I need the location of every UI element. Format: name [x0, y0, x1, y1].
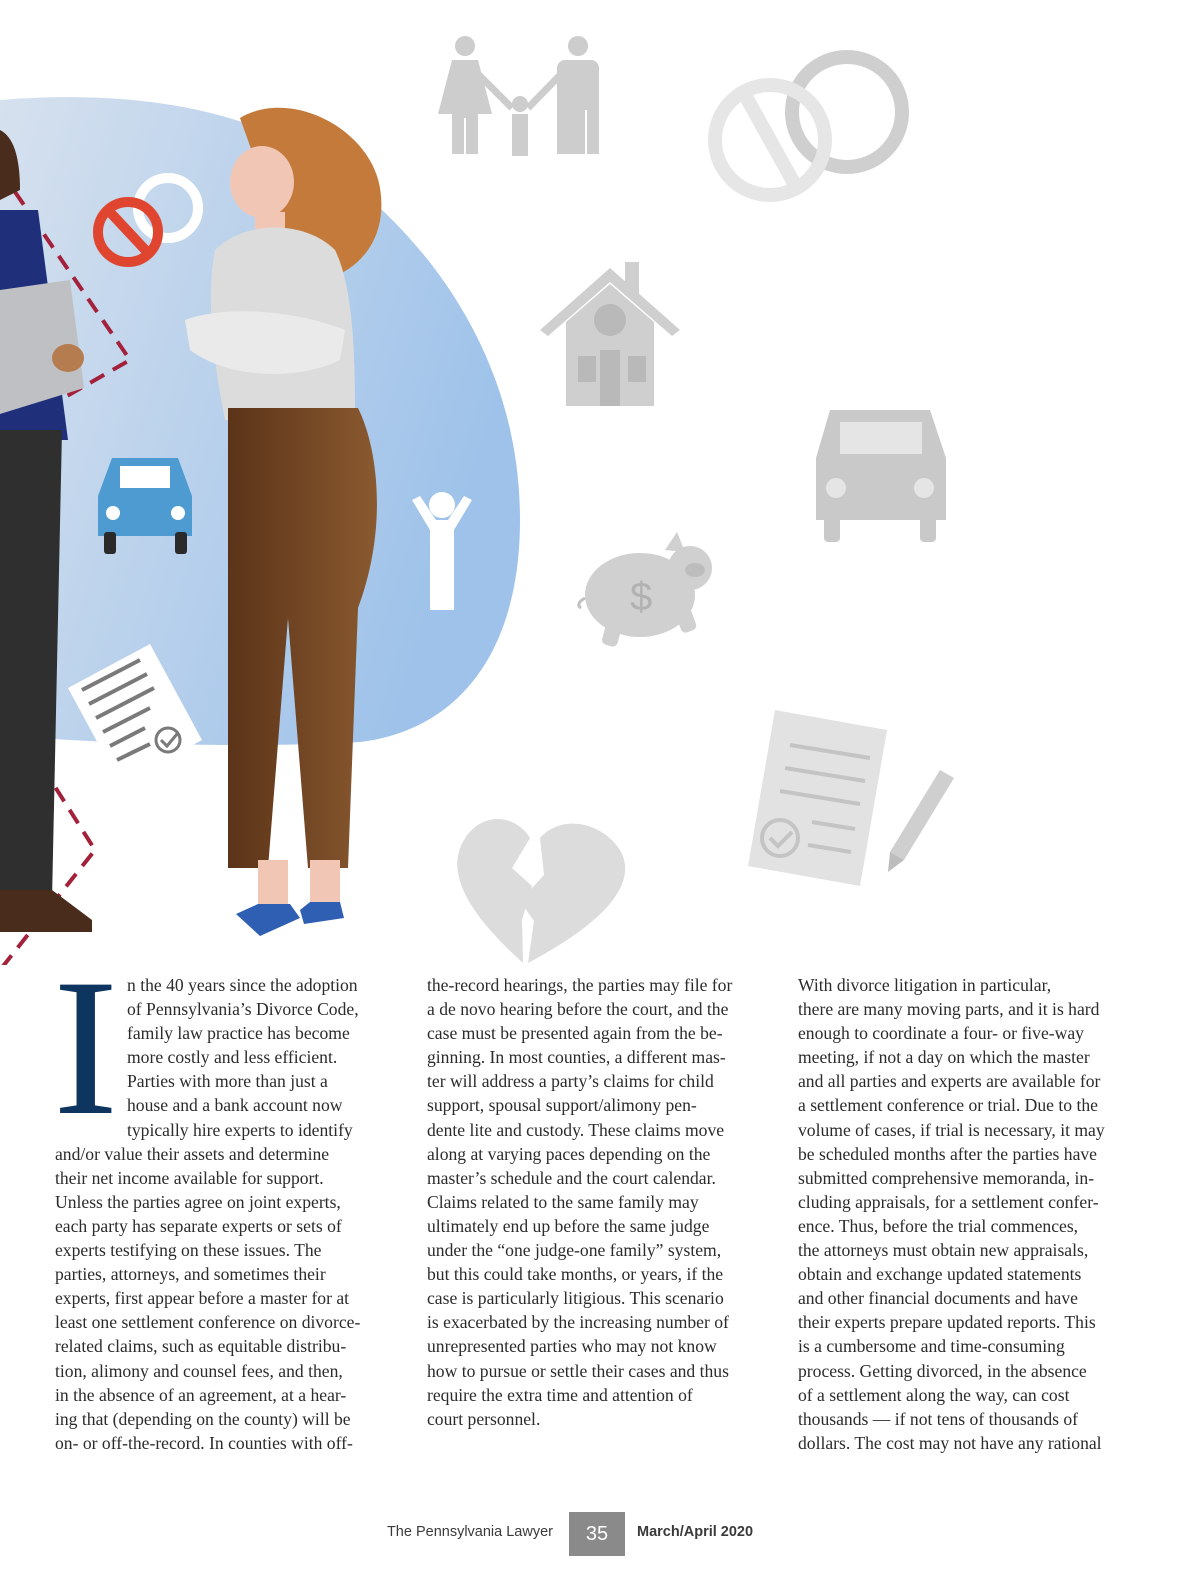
publication-name: The Pennsylvania Lawyer — [386, 1524, 553, 1540]
text-line: least one settlement conference on divorce- — [55, 1312, 361, 1333]
text-line: dollars. The cost may not have any rational — [798, 1432, 1102, 1453]
text-line: meeting, if not a day on which the master — [798, 1047, 1090, 1068]
text-line: unrepresented parties who may not know — [427, 1336, 717, 1357]
family-icon — [438, 36, 599, 156]
text-line: related claims, such as equitable distribu- — [55, 1336, 347, 1357]
text-line: case must be presented again from the be- — [427, 1023, 723, 1044]
text-line: how to pursue or settle their cases and thus — [427, 1360, 729, 1381]
text-line: be scheduled months after the parties have — [798, 1143, 1097, 1164]
text-line: parties, attorneys, and sometimes their — [55, 1264, 326, 1285]
piggy-bank-icon — [579, 532, 712, 648]
text-line: a de novo hearing before the court, and the — [427, 999, 729, 1020]
text-line: case is particularly litigious. This scenario — [427, 1288, 724, 1309]
text-line: of Pennsylvania’s Divorce Code, — [127, 999, 359, 1020]
text-line: enough to coordinate a four- or five-way — [798, 1023, 1084, 1044]
text-line: ultimately end up before the same judge — [427, 1215, 710, 1236]
text-line: more costly and less efficient. — [127, 1047, 338, 1068]
text-line: each party has separate experts or sets of — [55, 1215, 342, 1236]
text-line: in the absence of an agreement, at a hear- — [55, 1384, 347, 1405]
text-line: Unless the parties agree on joint experts, — [55, 1191, 341, 1212]
text-line: obtain and exchange updated statements — [798, 1264, 1082, 1285]
text-line: experts testifying on these issues. The — [55, 1240, 322, 1261]
text-line: but this could take months, or years, if the — [427, 1264, 724, 1285]
text-line: family law practice has become — [127, 1023, 350, 1044]
text-line: along at varying paces depending on the — [427, 1143, 711, 1164]
issue-date: March/April 2020 — [637, 1524, 754, 1540]
article-column-1 — [55, 973, 395, 1455]
drop-cap: I — [53, 939, 119, 1156]
car-icon — [816, 410, 946, 542]
text-line: their net income available for support. — [55, 1167, 324, 1188]
text-line: master’s schedule and the court calendar. — [427, 1167, 716, 1188]
text-line: submitted comprehensive memoranda, in- — [798, 1167, 1095, 1188]
rings-icon — [715, 57, 902, 195]
text-line: ginning. In most counties, a different mas- — [427, 1047, 726, 1068]
broken-heart-icon — [457, 819, 625, 963]
text-line: cluding appraisals, for a settlement confer- — [798, 1191, 1099, 1212]
text-line: Claims related to the same family may — [427, 1191, 699, 1212]
text-line: the-record hearings, the parties may file for — [427, 975, 733, 995]
text-line: ence. Thus, before the trial commences, — [798, 1215, 1079, 1236]
house-icon — [540, 262, 680, 406]
text-line: thousands — if not tens of thousands of — [798, 1408, 1079, 1429]
text-line: there are many moving parts, and it is hard — [798, 999, 1100, 1020]
text-line: court personnel. — [427, 1408, 541, 1429]
text-line: n the 40 years since the adoption — [127, 975, 358, 995]
text-line: support, spousal support/alimony pen- — [427, 1095, 697, 1116]
text-line: and all parties and experts are available for — [798, 1071, 1101, 1092]
text-line: With divorce litigation in particular, — [798, 975, 1052, 995]
article-column-2 — [427, 973, 767, 1431]
text-line: house and a bank account now — [127, 1095, 343, 1116]
text-line: ing that (depending on the county) will be — [55, 1408, 351, 1429]
text-line: experts, first appear before a master for at — [55, 1288, 350, 1309]
page-number: 35 — [569, 1512, 625, 1556]
svg-text:$: $ — [630, 575, 653, 619]
page-footer — [0, 1512, 1200, 1556]
text-line: their experts prepare updated reports. This — [798, 1312, 1096, 1333]
text-line: is a cumbersome and time-consuming — [798, 1336, 1065, 1357]
text-line: a settlement conference or trial. Due to the — [798, 1095, 1098, 1116]
pencil-icon — [888, 770, 954, 872]
text-line: under the “one judge-one family” system, — [427, 1240, 722, 1261]
document-icon — [748, 710, 887, 886]
text-line: and/or value their assets and determine — [55, 1143, 330, 1164]
text-line: ter will address a party’s claims for child — [427, 1071, 714, 1092]
text-line: and other financial documents and have — [798, 1288, 1078, 1309]
text-line: Parties with more than just a — [127, 1071, 328, 1092]
article-column-3 — [798, 973, 1138, 1455]
text-line: typically hire experts to identify — [127, 1119, 353, 1140]
text-line: tion, alimony and counsel fees, and then, — [55, 1360, 343, 1381]
text-line: is exacerbated by the increasing number of — [427, 1312, 729, 1333]
text-line: dente lite and custody. These claims move — [427, 1119, 725, 1140]
text-line: process. Getting divorced, in the absence — [798, 1360, 1087, 1381]
text-line: volume of cases, if trial is necessary, it may — [798, 1119, 1105, 1140]
text-line: require the extra time and attention of — [427, 1384, 693, 1405]
text-line: on- or off-the-record. In counties with off- — [55, 1432, 353, 1453]
text-line: of a settlement along the way, can cost — [798, 1384, 1070, 1405]
text-line: the attorneys must obtain new appraisals, — [798, 1240, 1089, 1261]
